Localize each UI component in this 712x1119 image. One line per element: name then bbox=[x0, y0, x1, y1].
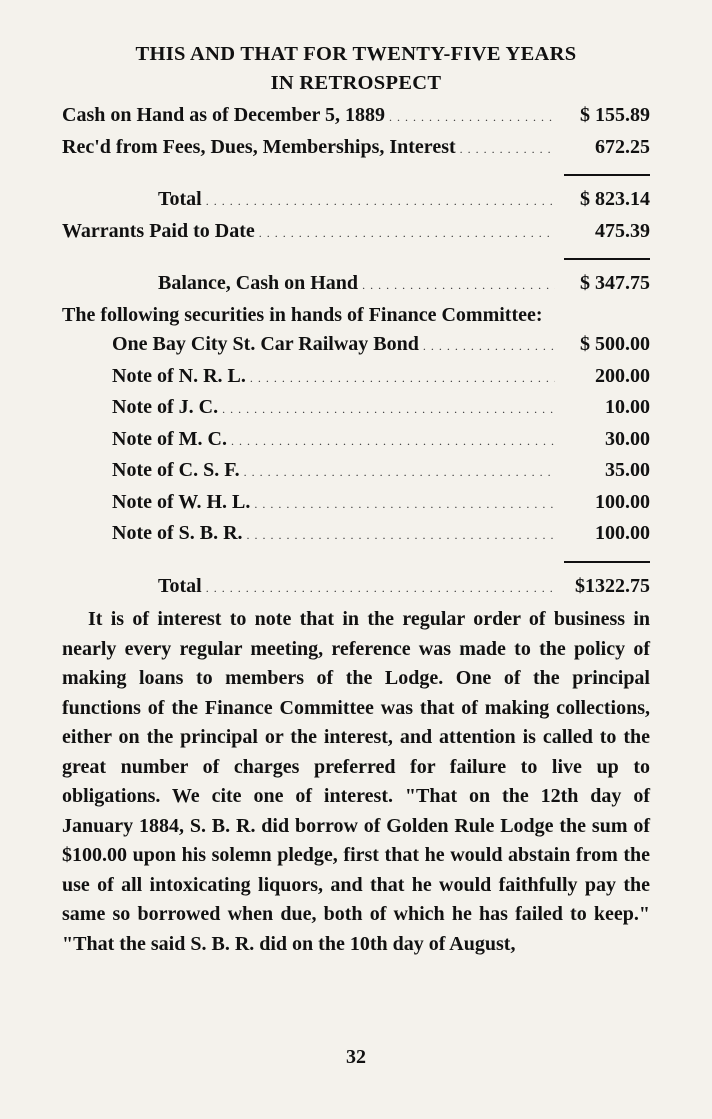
ledger-amount: $ 155.89 bbox=[580, 104, 650, 126]
dot-leader bbox=[206, 187, 555, 217]
ledger-label: One Bay City St. Car Railway Bond bbox=[112, 333, 419, 355]
securities-row bbox=[62, 519, 650, 551]
ledger-label: Note of C. S. F. bbox=[112, 459, 240, 481]
ledger-amount: $ 347.75 bbox=[580, 272, 650, 294]
page-number: 32 bbox=[346, 1046, 366, 1068]
ledger-row-total-1 bbox=[62, 185, 650, 217]
ledger-label: Note of S. B. R. bbox=[112, 522, 243, 544]
ledger-label: Cash on Hand as of December 5, 1889 bbox=[62, 104, 385, 126]
ledger-label: Note of J. C. bbox=[112, 396, 219, 418]
ledger-amount: $1322.75 bbox=[575, 574, 650, 597]
dot-leader bbox=[244, 458, 555, 488]
ledger-label: Note of N. R. L. bbox=[112, 364, 246, 387]
dot-leader bbox=[222, 395, 555, 425]
document-page bbox=[62, 40, 650, 959]
ledger-label: Warrants Paid to Date bbox=[62, 219, 255, 242]
ledger-row-fees bbox=[62, 133, 650, 165]
ledger-label: Note of M. C. bbox=[112, 427, 227, 450]
ledger-amount: 10.00 bbox=[605, 396, 650, 418]
securities-row bbox=[62, 362, 650, 394]
ledger-amount: $ 500.00 bbox=[580, 333, 650, 355]
ledger-label: Total bbox=[158, 574, 202, 597]
ledger-label: Balance, Cash on Hand bbox=[158, 272, 359, 294]
securities-row bbox=[62, 456, 650, 488]
ledger-amount: 30.00 bbox=[605, 427, 650, 450]
ledger-amount: 100.00 bbox=[595, 490, 650, 513]
ledger-row-total-2 bbox=[62, 572, 650, 604]
securities-row bbox=[62, 330, 650, 362]
securities-row bbox=[62, 393, 650, 425]
ledger-amount: 200.00 bbox=[595, 364, 650, 387]
ledger-label: Total bbox=[158, 188, 202, 210]
dot-leader bbox=[231, 427, 555, 457]
ledger-row-balance bbox=[62, 269, 650, 301]
ledger-amount: 672.25 bbox=[595, 135, 650, 158]
dot-leader bbox=[254, 490, 555, 520]
dot-leader bbox=[460, 135, 555, 165]
sum-rule bbox=[564, 561, 650, 563]
ledger-row-cash-on-hand bbox=[62, 101, 650, 133]
ledger-label: Rec'd from Fees, Dues, Memberships, Interest bbox=[62, 135, 456, 158]
dot-leader bbox=[389, 103, 555, 133]
securities-row bbox=[62, 425, 650, 457]
ledger-amount: 100.00 bbox=[595, 522, 650, 544]
dot-leader bbox=[362, 271, 555, 301]
sum-rule bbox=[564, 174, 650, 176]
paragraph-text: It is of interest to note that in the regular order of business in nearly every regular meeting, reference was made to the policy of making loans to members of the Lodge. One of the principal functions of the Finance Committee was that of making collections, either on the principal or the interest, and attention is called to the great number of charges preferred for failure to live up to obligations. We cite one of interest. "That on the 12th day of January 1884, S. B. R. did borrow of Golden Rule Lodge the sum of $100.00 upon his solemn pledge, first that he would abstain from the use of all intoxicating liquors, and that he would faithfully pay the same so borrowed when due, both of which he has failed to keep." "That the said S. B. R. did on the 10th day of August, bbox=[62, 608, 650, 955]
title-line-2: IN RETROSPECT bbox=[270, 72, 442, 94]
body-paragraph bbox=[62, 605, 650, 959]
dot-leader bbox=[259, 219, 555, 249]
dot-leader bbox=[206, 574, 555, 604]
ledger-amount: $ 823.14 bbox=[580, 188, 650, 210]
page-title bbox=[62, 40, 650, 98]
dot-leader bbox=[250, 364, 555, 394]
securities-row bbox=[62, 488, 650, 520]
dot-leader bbox=[247, 521, 555, 551]
ledger-amount: 35.00 bbox=[605, 459, 650, 481]
ledger-label: Note of W. H. L. bbox=[112, 490, 251, 513]
sum-rule bbox=[564, 258, 650, 260]
securities-heading: The following securities in hands of Finance Committee: bbox=[62, 303, 543, 326]
dot-leader bbox=[423, 332, 555, 362]
ledger-row-warrants bbox=[62, 217, 650, 249]
title-line-1: THIS AND THAT FOR TWENTY-FIVE YEARS bbox=[135, 43, 577, 65]
ledger-amount: 475.39 bbox=[595, 219, 650, 242]
